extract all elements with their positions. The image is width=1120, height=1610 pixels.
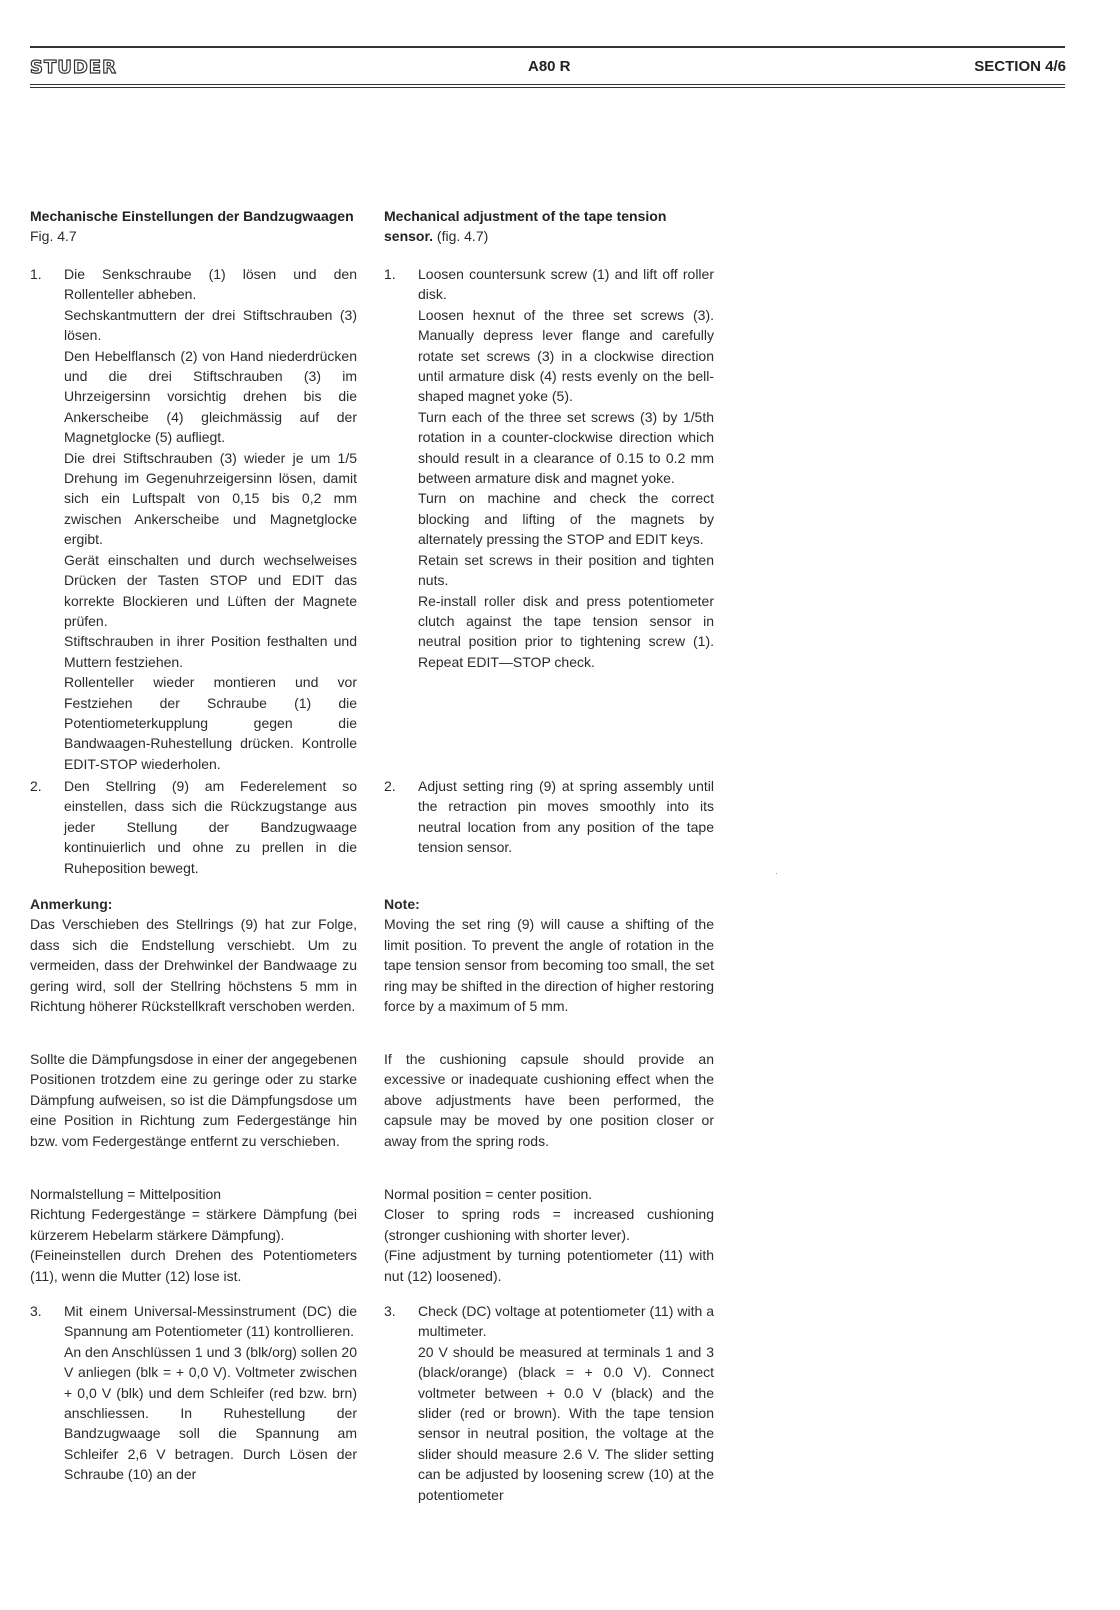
studer-logo: STUDER [30,57,117,78]
en-item-1 [384,264,714,672]
de-paragraph-2 [30,1049,357,1151]
scan-speck [776,873,777,874]
de-paragraph-3-line: Richtung Federgestänge = stärkere Dämpfung (bei kürzerem Hebelarm stärkere Dämpfung). [30,1206,357,1243]
en-title-2: sensor. [384,228,434,245]
en-item-2-para: Adjust setting ring (9) at spring assembly until the retraction pin moves smoothly into its neutral location from any position of the tape tension sensor. [418,778,714,856]
en-paragraph-2-text: If the cushioning capsule should provide an excessive or inadequate cushioning effect when the above adjustments have been performed, the capsule may be moved by one position closer or away from the spring rods. [384,1051,714,1149]
de-item-1-para: Stiftschrauben in ihrer Position festhalten und Muttern festziehen. [64,633,357,670]
de-item-2-para: Den Stellring (9) am Federelement so einstellen, dass sich die Rückzugstange aus jeder Stellung der Bandzugwaage kontinuierlich und ohne zu prellen in die Ruheposition bewegt. [64,778,357,876]
en-item-1-para: Re-install roller disk and press potentiometer clutch against the tape tension sensor in neutral position prior to tightening screw (1). Repeat EDIT—STOP check. [418,592,714,670]
de-paragraph-2-text: Sollte die Dämpfungsdose in einer der angegebenen Positionen trotzdem eine zu geringe oder zu starke Dämpfung aufweisen, so ist die Dämpfungsdose um eine Position in Richtung zum Federgestänge hin bzw. vom Federgestänge entfernt zu verschieben. [30,1051,357,1149]
de-item-1-para: Rollenteller wieder montieren und vor Festziehen der Schraube (1) die Potentiometerkupplung gegen die Bandwaagen-Ruhestellung drücken. Kontrolle EDIT-STOP wiederholen. [64,674,357,772]
de-item-1-para: Die Senkschraube (1) lösen und den Rollenteller abheben. [64,266,357,303]
en-paragraph-2 [384,1049,714,1151]
en-paragraph-3 [384,1184,714,1286]
de-paragraph-3-line: (Feineinstellen durch Drehen des Potentiometers (11), wenn die Mutter (12) lose ist. [30,1247,357,1284]
de-item-1-para: Gerät einschalten und durch wechselweises Drücken der Tasten STOP und EDIT das korrekte Blockieren und Lüften der Magnete prüfen. [64,551,357,629]
de-heading [30,206,357,247]
de-item-3 [30,1301,357,1485]
de-note-heading: Anmerkung: [30,896,113,912]
en-note-heading: Note: [384,896,420,912]
en-item-2 [384,776,714,858]
de-item-number: 3. [30,1303,42,1319]
en-item-1-para: Turn on machine and check the correct blocking and lifting of the magnets by alternately pressing the STOP and EDIT keys. [418,490,714,548]
de-item-1-para: Den Hebelflansch (2) von Hand niederdrücken und die drei Stiftschrauben (3) im Uhrzeigersinn vorsichtig drehen bis die Ankerscheibe (4) gleichmässig auf der Magnetglocke (5) aufliegt. [64,347,357,446]
en-item-1-para: Loosen countersunk screw (1) and lift off roller disk. [418,266,714,303]
en-note-text: Moving the set ring (9) will cause a shifting of the limit position. To prevent the angle of rotation in the tape tension sensor from becoming too small, the set ring may be shifted in the direction of higher restoring force by a maximum of 5 mm. [384,916,714,1015]
en-item-number: 3. [384,1303,396,1319]
en-paragraph-3-line: Closer to spring rods = increased cushioning (stronger cushioning with shorter lever). [384,1206,714,1243]
en-item-number: 2. [384,778,396,794]
header-top-rule [30,46,1065,48]
section-label: SECTION 4/6 [974,58,1066,75]
en-fig-ref: (fig. 4.7) [433,228,489,245]
de-note [30,894,357,1016]
en-item-1-para: Retain set screws in their position and tighten nuts. [418,551,714,589]
en-item-3-para: Check (DC) voltage at potentiometer (11) with a multimeter. [418,1303,714,1340]
de-item-2 [30,776,357,878]
de-item-number: 2. [30,778,42,794]
de-paragraph-3-line: Normalstellung = Mittelposition [30,1186,222,1202]
en-item-number: 1. [384,266,396,282]
en-item-3-para: 20 V should be measured at terminals 1 and 3 (black/orange) (black = + 0.0 V). Connect voltmeter between + 0.0 V (black) and the slider (red or brown). With the tape tension sensor in neutral position, the voltage at the slider should measure 2.6 V. The slider setting can be adjusted by loosening screw (10) at the potentiometer [418,1343,714,1503]
header-bottom-rule [30,84,1065,85]
de-fig-ref: Fig. 4.7 [30,228,77,245]
de-paragraph-3 [30,1184,357,1286]
en-note [384,894,714,1016]
de-title: Mechanische Einstellungen der Bandzugwaagen [30,208,354,224]
model-label: A80 R [528,58,571,75]
en-heading [384,206,714,247]
en-item-1-para: Turn each of the three set screws (3) by 1/5th rotation in a counter-clockwise direction which should result in a clearance of 0.15 to 0.2 mm between armature disk and magnet yoke. [418,408,714,487]
en-paragraph-3-line: (Fine adjustment by turning potentiometer (11) with nut (12) loosened). [384,1247,714,1284]
de-item-number: 1. [30,266,42,282]
de-item-1 [30,264,357,774]
en-title: Mechanical adjustment of the tape tension [384,208,667,224]
en-item-3 [384,1301,714,1505]
de-item-3-para: An den Anschlüssen 1 und 3 (blk/org) sollen 20 V anliegen (blk = + 0,0 V). Voltmeter zwischen + 0,0 V (blk) und dem Schleifer (red bzw. brn) anschliessen. In Ruhestellung der Bandzugwaage soll die Spannung am Schleifer 2,6 V betragen. Durch Lösen der Schraube (10) an der [64,1343,357,1483]
de-item-3-para: Mit einem Universal-Messinstrument (DC) die Spannung am Potentiometer (11) kontrollieren. [64,1303,357,1340]
de-note-text: Das Verschieben des Stellrings (9) hat zur Folge, dass sich die Endstellung verschiebt. Um zu vermeiden, dass der Drehwinkel der Bandwaage zu gering wird, soll der Stellring höchstens 5 mm in Richtung höherer Rückstellkraft verschoben werden. [30,916,357,1015]
en-paragraph-3-line: Normal position = center position. [384,1186,593,1202]
de-item-1-para: Die drei Stiftschrauben (3) wieder je um 1/5 Drehung im Gegenuhrzeigersinn lösen, damit sich ein Luftspalt von 0,15 bis 0,2 mm zwischen Ankerscheibe und Magnetglocke ergibt. [64,449,357,548]
header-bottom-rule-2 [30,87,1065,88]
de-item-1-para: Sechskantmuttern der drei Stiftschrauben (3) lösen. [64,306,357,344]
en-item-1-para: Loosen hexnut of the three set screws (3). Manually depress lever flange and carefully rotate set screws (3) in a clockwise direction until armature disk (4) rests evenly on the bell-shaped magnet yoke (5). [418,306,714,405]
